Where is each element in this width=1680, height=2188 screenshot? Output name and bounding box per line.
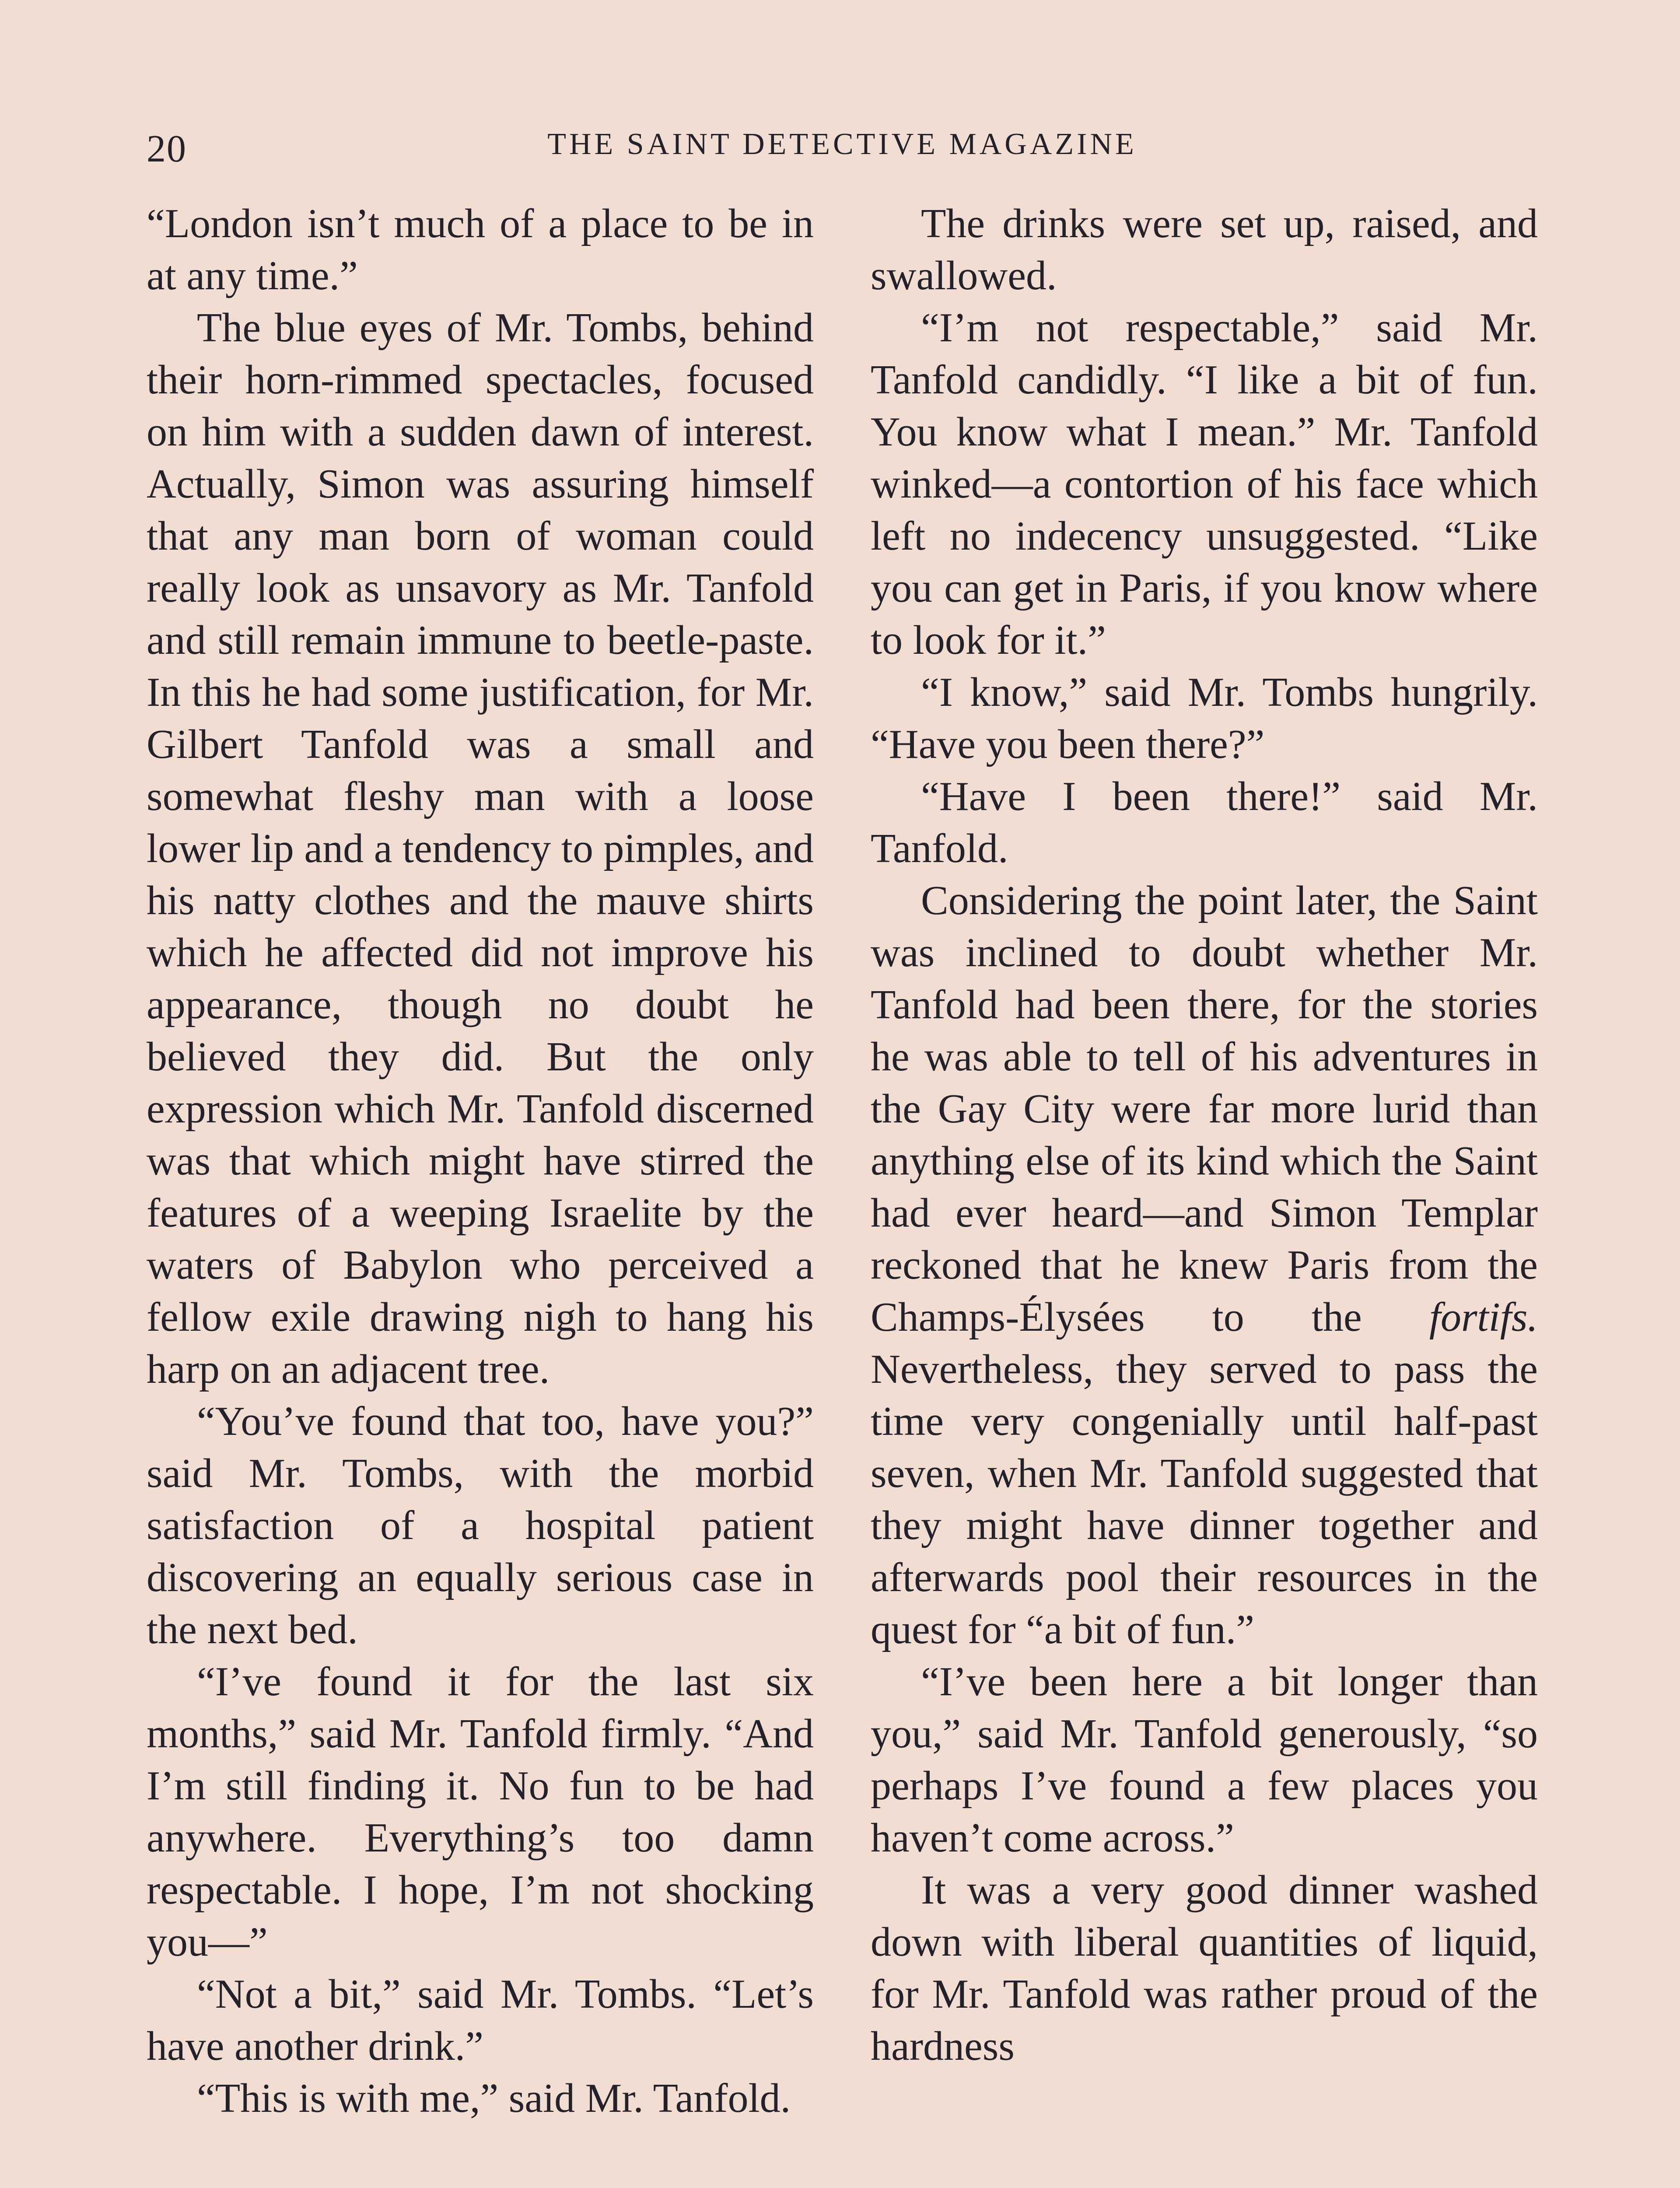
paragraph: “Not a bit,” said Mr. Tombs. “Let’s have another drink.”	[147, 1971, 814, 2069]
paragraph-text: Nevertheless, they served to pass the time very congenially until half-past seven, when Mr. Tanfold suggested that they might have dinner together and afterwards pool their resources in the quest for “a bit of fun.”	[871, 1346, 1538, 1652]
paragraph: The blue eyes of Mr. Tombs, behind their horn-rimmed spectacles, focused on him with a sudden dawn of interest. Actually, Simon was assuring himself that any man born of woman could really look as unsavory as Mr. Tanfold and still remain immune to beetle-paste. In this he had some justification, for Mr. Gilbert Tanfold was a small and somewhat fleshy man with a loose lower lip and a tendency to pimples, and his natty clothes and the mauve shirts which he affected did not improve his appearance, though no doubt he believed they did. But the only expression which Mr. Tanfold discerned was that which might have stirred the features of a weeping Israelite by the waters of Babylon who perceived a fellow exile drawing nigh to hang his harp on an adjacent tree.	[147, 305, 814, 1392]
left-column	[147, 198, 814, 2125]
paragraph: “I’m not respectable,” said Mr. Tanfold candidly. “I like a bit of fun. You know what I mean.” Mr. Tanfold winked—a contortion of his face which left no indecency unsuggested. “Like you can get in Paris, if you know where to look for it.”	[871, 305, 1538, 663]
right-column	[871, 198, 1538, 2072]
paragraph: “I know,” said Mr. Tombs hungrily. “Have you been there?”	[871, 670, 1538, 767]
paragraph: “I’ve been here a bit longer than you,” said Mr. Tanfold generously, “so perhaps I’ve found a few places you haven’t come across.”	[871, 1659, 1538, 1861]
page-number: 20	[147, 128, 187, 170]
paragraph: The drinks were set up, raised, and swallowed.	[871, 201, 1538, 298]
paragraph: “London isn’t much of a place to be in at any time.”	[147, 201, 814, 298]
paragraph: “This is with me,” said Mr. Tanfold.	[197, 2076, 791, 2121]
page-header	[147, 127, 1538, 179]
paragraph: It was a very good dinner washed down with liberal quantities of liquid, for Mr. Tanfold was rather proud of the hardness	[871, 1867, 1538, 2069]
paragraph: “Have I been there!” said Mr. Tanfold.	[871, 774, 1538, 871]
running-title: THE SAINT DETECTIVE MAGAZINE	[547, 127, 1137, 161]
paragraph: “I’ve found it for the last six months,” said Mr. Tanfold firmly. “And I’m still finding it. No fun to be had anywhere. Everything’s too damn respectable. I hope, I’m not shocking you—”	[147, 1659, 814, 1965]
paragraph	[871, 875, 1538, 1656]
paragraph-text: Considering the point later, the Saint was inclined to doubt whether Mr. Tanfold had been there, for the stories he was able to tell of his adventures in the Gay City were far more lurid than anything else of its kind which the Saint had ever heard—and Simon Templar reckoned that he knew Paris from the Champs-Élysées to the	[871, 878, 1538, 1340]
italic-word: fortifs.	[1429, 1294, 1538, 1340]
paragraph: “You’ve found that too, have you?” said Mr. Tombs, with the morbid satisfaction of a hospital patient discovering an equally serious case in the next bed.	[147, 1399, 814, 1652]
